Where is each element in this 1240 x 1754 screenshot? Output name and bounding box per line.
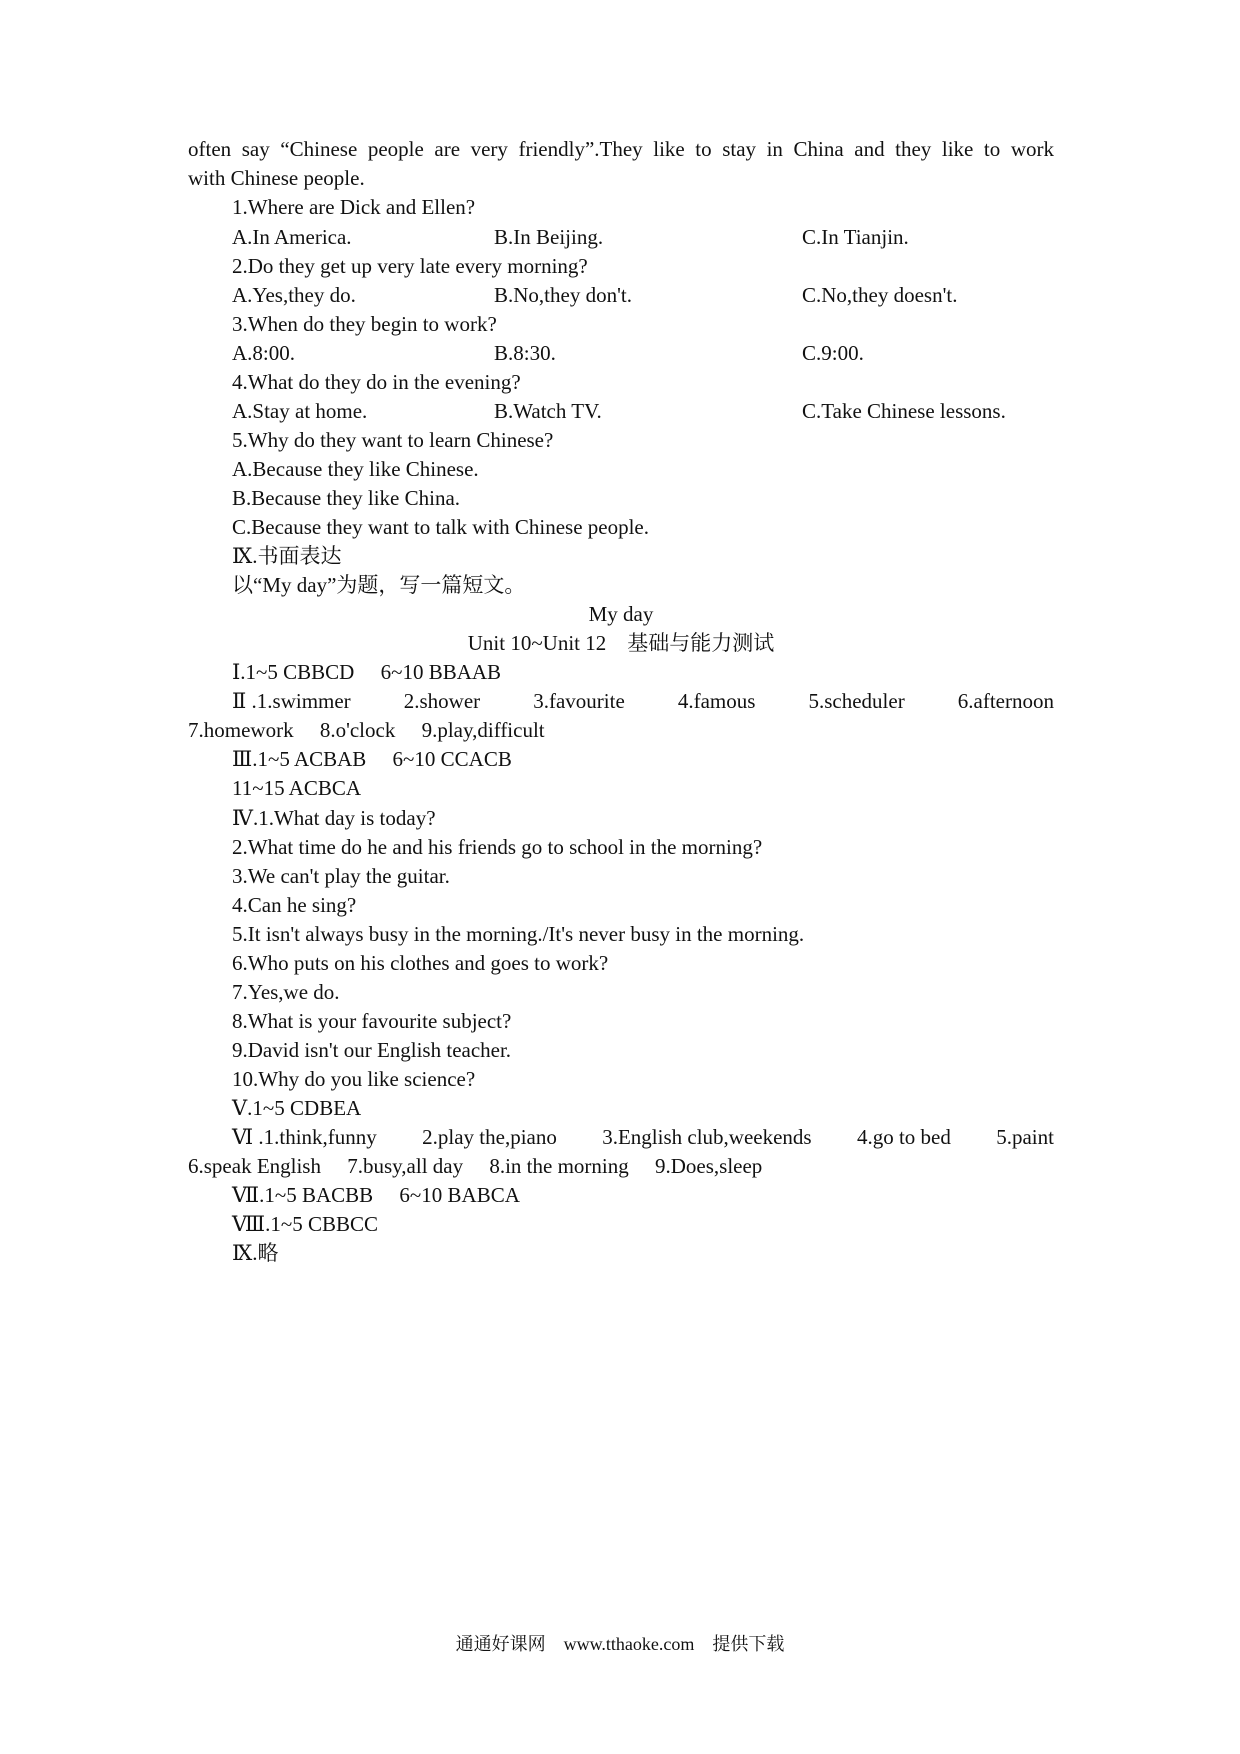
answer-item: 6.afternoon [957, 689, 1054, 713]
question-1: 1.Where are Dick and Ellen? [232, 195, 476, 219]
answer-section-1: Ⅰ.1~5 CBBCD 6~10 BBAAB [232, 660, 502, 684]
answer-item: 5.scheduler [808, 689, 905, 713]
answer-section-7: Ⅶ.1~5 BACBB 6~10 BABCA [232, 1183, 520, 1207]
answer-item: 2.shower [403, 689, 481, 713]
answer-section-5: Ⅴ.1~5 CDBEA [232, 1096, 362, 1120]
answer-section-9: Ⅸ.略 [232, 1241, 279, 1265]
option-b: B.Watch TV. [494, 399, 602, 423]
answer-section-2 [232, 686, 1054, 716]
question-3: 3.When do they begin to work? [232, 312, 497, 336]
answer-section-2-continued: 7.homework 8.o'clock 9.play,difficult [188, 718, 545, 742]
answer-key-title: Unit 10~Unit 12 基础与能力测试 [467, 631, 775, 655]
question-5-option-a: A.Because they like Chinese. [232, 457, 479, 481]
answer-section-3b: 11~15 ACBCA [232, 776, 362, 800]
answer-section-4-line: 7.Yes,we do. [232, 980, 340, 1004]
answer-section-4-line: 5.It isn't always busy in the morning./It's never busy in the morning. [232, 922, 805, 946]
answer-section-4-line: 6.Who puts on his clothes and goes to work? [232, 951, 609, 975]
passage-line-2: with Chinese people. [188, 166, 365, 190]
question-5-option-c: C.Because they want to talk with Chinese people. [232, 515, 649, 539]
option-c: C.Take Chinese lessons. [802, 399, 1006, 423]
essay-title: My day [588, 602, 654, 626]
answer-section-4-line: 2.What time do he and his friends go to school in the morning? [232, 835, 763, 859]
answer-item: 4.famous [677, 689, 756, 713]
option-a: A.Stay at home. [232, 399, 368, 423]
answer-item: 4.go to bed [856, 1125, 951, 1149]
option-a: A.Yes,they do. [232, 283, 356, 307]
option-a: A.8:00. [232, 341, 295, 365]
footer-source: 通通好课网 www.tthaoke.com 提供下载 [455, 1634, 785, 1654]
answer-section-8: Ⅷ.1~5 CBBCC [232, 1212, 378, 1236]
answer-section-3a: Ⅲ.1~5 ACBAB 6~10 CCACB [232, 747, 512, 771]
answer-section-4-line: 8.What is your favourite subject? [232, 1009, 512, 1033]
question-2: 2.Do they get up very late every morning? [232, 254, 588, 278]
answer-item: Ⅵ .1.think,funny [232, 1125, 377, 1149]
option-c: C.In Tianjin. [802, 225, 909, 249]
answer-item: Ⅱ .1.swimmer [232, 689, 351, 713]
question-5: 5.Why do they want to learn Chinese? [232, 428, 554, 452]
passage-line-1: often say “Chinese people are very friendly”.They like to stay in China and they like to work [188, 137, 1054, 161]
option-b: B.In Beijing. [494, 225, 604, 249]
question-5-option-b: B.Because they like China. [232, 486, 461, 510]
option-c: C.No,they doesn't. [802, 283, 958, 307]
answer-section-4-line: 3.We can't play the guitar. [232, 864, 450, 888]
writing-instruction: 以“My day”为题，写一篇短文。 [232, 573, 526, 597]
answer-item: 3.English club,weekends [602, 1125, 812, 1149]
answer-item: 3.favourite [533, 689, 625, 713]
answer-item: 5.paint [996, 1125, 1054, 1149]
option-b: B.No,they don't. [494, 283, 632, 307]
option-c: C.9:00. [802, 341, 864, 365]
answer-item: 2.play the,piano [422, 1125, 557, 1149]
answer-section-6-continued: 6.speak English 7.busy,all day 8.in the morning 9.Does,sleep [188, 1154, 763, 1178]
answer-section-4-line: Ⅳ.1.What day is today? [232, 806, 436, 830]
option-b: B.8:30. [494, 341, 556, 365]
question-4: 4.What do they do in the evening? [232, 370, 521, 394]
answer-section-4-line: 4.Can he sing? [232, 893, 357, 917]
answer-section-6 [232, 1122, 1054, 1152]
writing-heading: Ⅸ.书面表达 [232, 544, 342, 568]
answer-section-4-line: 9.David isn't our English teacher. [232, 1038, 512, 1062]
answer-section-4-line: 10.Why do you like science? [232, 1067, 476, 1091]
option-a: A.In America. [232, 225, 352, 249]
